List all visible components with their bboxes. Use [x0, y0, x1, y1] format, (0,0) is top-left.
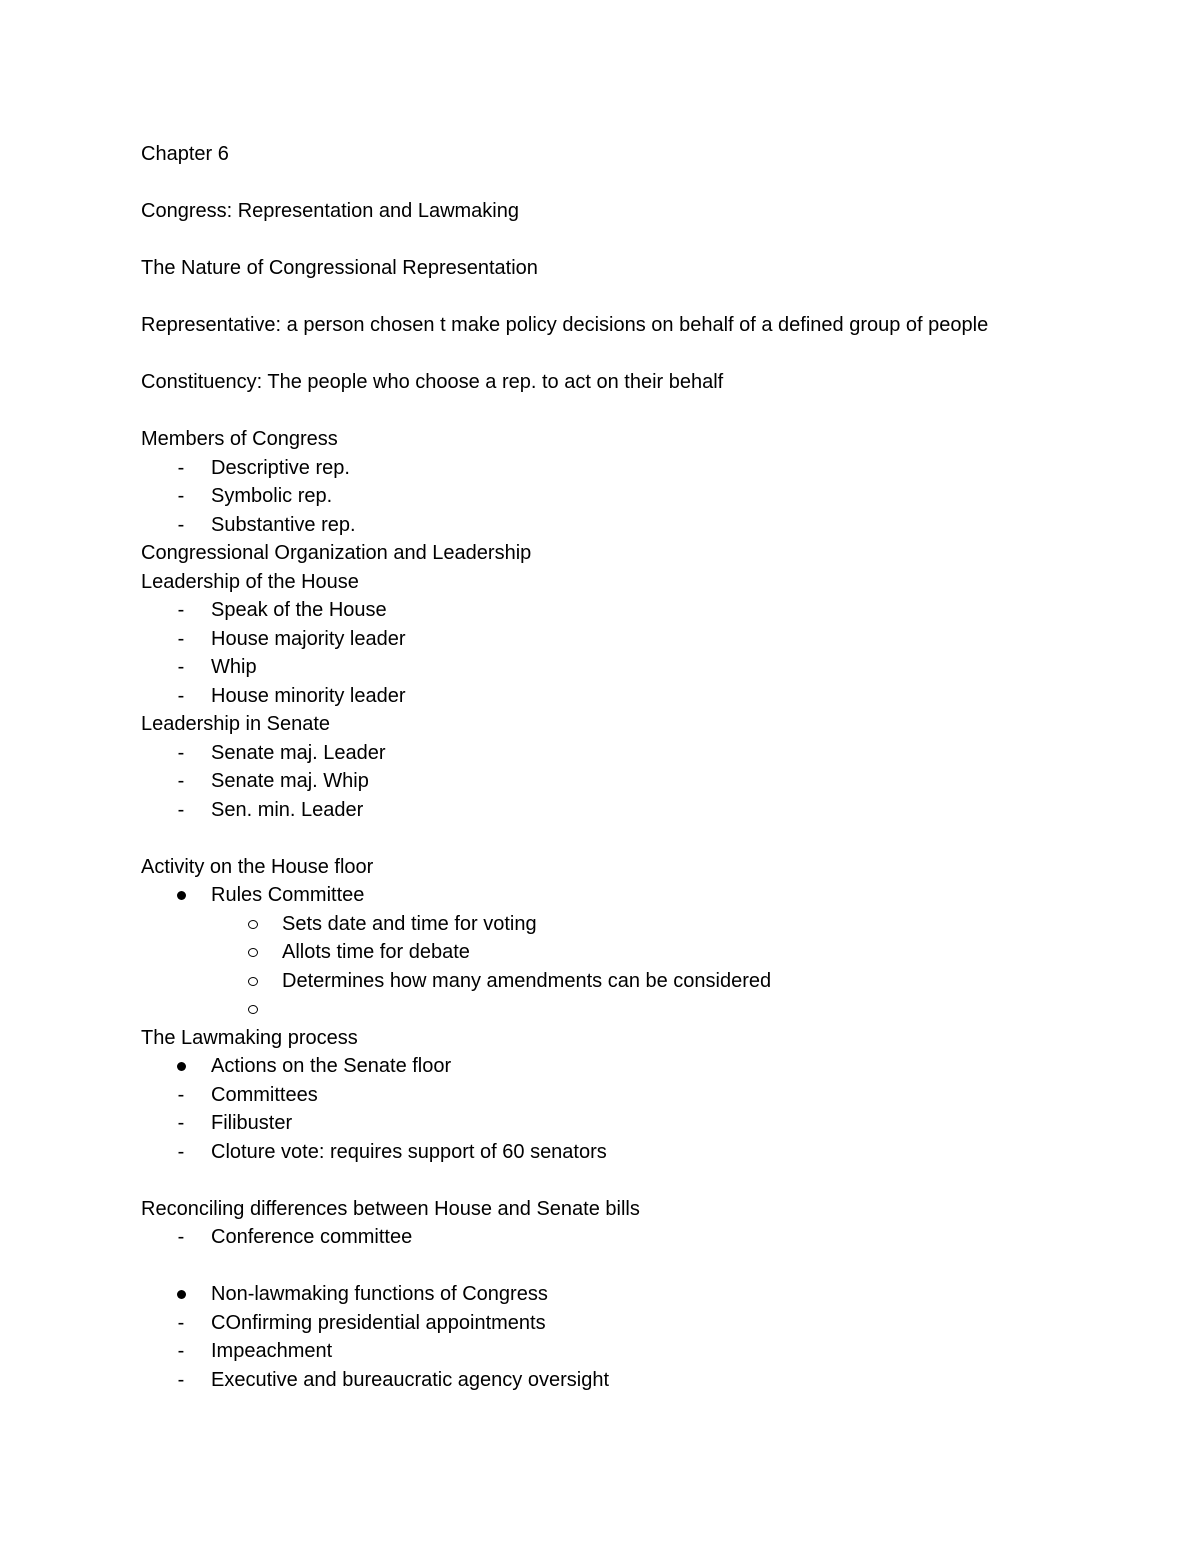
list-item-text: Impeachment	[211, 1340, 333, 1362]
members-heading: Members of Congress	[141, 428, 338, 450]
list-item-text: Senate maj. Whip	[211, 770, 369, 792]
list-item	[141, 1081, 1141, 1110]
senate-leadership-heading: Leadership in Senate	[141, 713, 331, 735]
list-item	[141, 1109, 1141, 1138]
list-item	[141, 596, 1141, 625]
list-item-text: Senate maj. Leader	[211, 741, 386, 764]
dash-bullet-icon: -	[177, 1112, 185, 1134]
dash-bullet-icon: -	[177, 1340, 185, 1362]
dash-bullet-icon: -	[177, 1140, 185, 1163]
list-item-text: Whip	[211, 656, 257, 678]
list-item	[141, 1280, 1141, 1309]
list-item	[141, 454, 1141, 483]
list-item	[141, 796, 1141, 825]
list-item-text: Rules Committee	[211, 884, 365, 906]
list-item	[141, 511, 1141, 540]
list-item-text: Sen. min. Leader	[211, 798, 364, 821]
house-leadership-heading: Leadership of the House	[141, 570, 359, 593]
list-item-text: Non-lawmaking functions of Congress	[211, 1283, 548, 1305]
list-item	[141, 767, 1141, 796]
dash-bullet-icon: -	[177, 456, 185, 479]
list-item	[141, 682, 1141, 711]
list-item	[141, 1052, 1141, 1081]
dash-bullet-icon: -	[177, 1083, 185, 1106]
list-item-text: Speak of the House	[211, 599, 387, 621]
section-heading-nature: The Nature of Congressional Representation	[141, 257, 538, 279]
list-item-text: Actions on the Senate floor	[211, 1055, 452, 1077]
list-item	[141, 910, 1141, 939]
dash-bullet-icon: -	[177, 513, 185, 536]
list-item	[141, 967, 1141, 996]
list-item	[141, 881, 1141, 910]
list-item	[141, 653, 1141, 682]
dash-bullet-icon: -	[177, 599, 185, 621]
list-item-text: Allots time for debate	[282, 941, 470, 963]
dash-bullet-icon: -	[177, 1311, 185, 1334]
list-item-text: Determines how many amendments can be considered	[282, 969, 772, 992]
dash-bullet-icon: -	[177, 798, 185, 821]
list-item	[141, 739, 1141, 768]
list-item-text: Descriptive rep.	[211, 456, 350, 479]
list-item	[141, 482, 1141, 511]
house-floor-heading: Activity on the House floor	[141, 855, 374, 878]
list-item-text: Conference committee	[211, 1226, 413, 1248]
list-item	[141, 1138, 1141, 1167]
list-item-text: Sets date and time for voting	[282, 912, 537, 935]
list-item-text: Filibuster	[211, 1112, 293, 1134]
reconciling-heading: Reconciling differences between House and Senate bills	[141, 1197, 640, 1220]
list-item-text: Symbolic rep.	[211, 485, 333, 507]
document-page	[141, 140, 1141, 1394]
list-item	[141, 1337, 1141, 1366]
dash-bullet-icon: -	[177, 741, 185, 764]
lawmaking-heading: The Lawmaking process	[141, 1026, 358, 1049]
list-item	[141, 1223, 1141, 1252]
document-title: Congress: Representation and Lawmaking	[141, 200, 519, 222]
list-item-text: Executive and bureaucratic agency oversight	[211, 1368, 610, 1391]
list-item-text: House minority leader	[211, 684, 406, 707]
list-item	[141, 995, 1141, 1024]
list-item	[141, 938, 1141, 967]
dash-bullet-icon: -	[177, 485, 185, 507]
dash-bullet-icon: -	[177, 627, 185, 650]
dash-bullet-icon: -	[177, 656, 185, 678]
list-item	[141, 625, 1141, 654]
list-item-text: House majority leader	[211, 627, 406, 650]
dash-bullet-icon: -	[177, 770, 185, 792]
list-item	[141, 1366, 1141, 1395]
list-item-text: Substantive rep.	[211, 513, 356, 536]
dash-bullet-icon: -	[177, 684, 185, 707]
list-item-text: Cloture vote: requires support of 60 senators	[211, 1140, 607, 1163]
list-item-text: Committees	[211, 1083, 318, 1106]
chapter-label: Chapter 6	[141, 143, 229, 165]
definition-constituency: Constituency: The people who choose a rep. to act on their behalf	[141, 371, 724, 393]
organization-heading: Congressional Organization and Leadership	[141, 542, 532, 564]
definition-representative: Representative: a person chosen t make policy decisions on behalf of a defined group of people	[141, 314, 989, 336]
dash-bullet-icon: -	[177, 1226, 185, 1248]
list-item-text: COnfirming presidential appointments	[211, 1311, 546, 1334]
dash-bullet-icon: -	[177, 1368, 185, 1391]
list-item	[141, 1309, 1141, 1338]
